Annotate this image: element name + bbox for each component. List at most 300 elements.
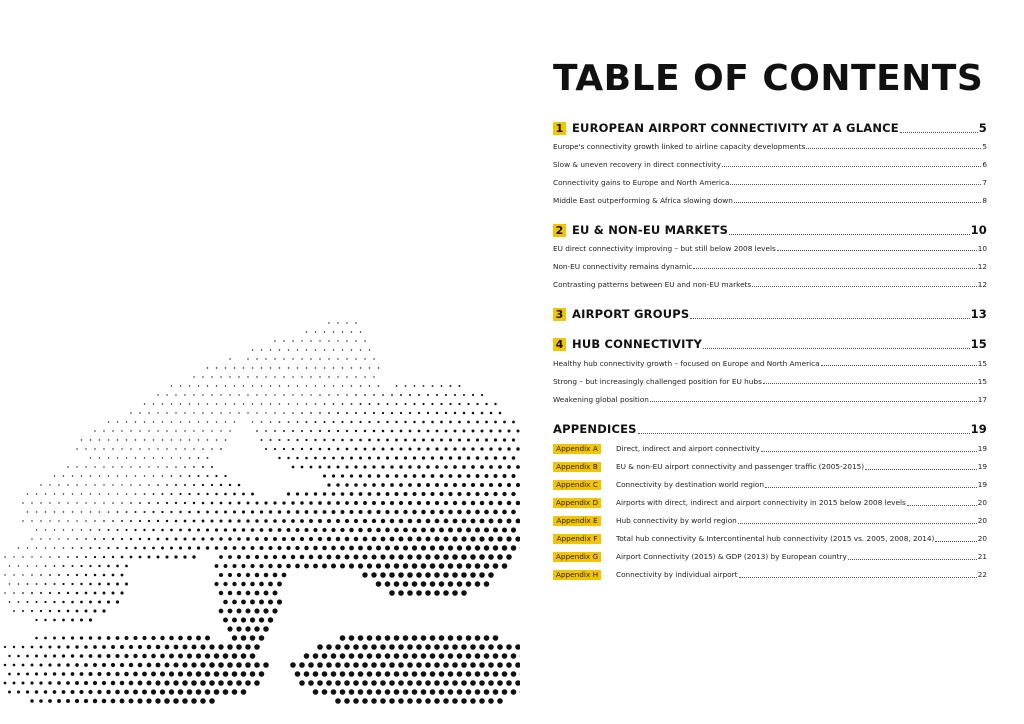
- map-dot: [250, 582, 255, 587]
- map-dot: [409, 430, 412, 433]
- map-dot: [355, 412, 357, 414]
- map-dot: [346, 340, 347, 341]
- map-dot: [225, 367, 226, 368]
- map-dot: [80, 565, 82, 567]
- map-dot: [380, 572, 386, 578]
- map-dot: [224, 493, 227, 496]
- map-dot: [130, 502, 132, 504]
- map-dot: [259, 564, 263, 568]
- map-dot: [497, 644, 503, 650]
- map-dot: [376, 528, 381, 533]
- map-dot: [40, 646, 43, 649]
- map-dot: [376, 546, 381, 551]
- map-dot: [412, 689, 418, 695]
- map-dot: [322, 653, 328, 659]
- map-dot: [62, 619, 65, 622]
- map-dot: [54, 511, 55, 512]
- map-dot: [184, 448, 185, 449]
- map-dot: [237, 519, 240, 522]
- page-number: 7: [982, 178, 987, 187]
- map-dot: [274, 412, 275, 413]
- map-dot: [399, 465, 402, 468]
- map-dot: [503, 421, 506, 424]
- map-dot: [234, 367, 235, 368]
- map-dot: [471, 519, 476, 524]
- map-dot: [418, 412, 420, 414]
- map-dot: [304, 671, 310, 677]
- dotted-europe-map-illustration: [0, 250, 520, 724]
- map-dot: [470, 536, 475, 541]
- map-dot: [80, 636, 83, 639]
- map-dot: [399, 519, 404, 524]
- map-dot: [180, 475, 182, 477]
- map-dot: [191, 698, 197, 704]
- map-dot: [484, 545, 489, 550]
- map-dot: [497, 554, 503, 560]
- map-dot: [301, 376, 302, 377]
- map-dot: [425, 698, 431, 704]
- map-dot: [362, 698, 368, 704]
- map-dot: [58, 502, 59, 503]
- map-dot: [425, 680, 431, 686]
- dot-leader: [848, 558, 977, 560]
- map-dot: [218, 644, 223, 649]
- map-dot: [215, 546, 219, 550]
- appendix-entry[interactable]: [553, 570, 987, 580]
- map-dot: [49, 520, 50, 521]
- map-dot: [301, 340, 302, 341]
- map-dot: [475, 527, 480, 532]
- map-dot: [502, 545, 508, 551]
- map-dot: [376, 563, 381, 568]
- map-dot: [71, 672, 75, 676]
- map-dot: [251, 546, 255, 550]
- map-dot: [67, 520, 68, 521]
- map-dot: [355, 376, 356, 377]
- map-dot: [390, 501, 394, 505]
- map-dot: [382, 448, 385, 451]
- map-dot: [472, 412, 475, 415]
- map-dot: [515, 662, 520, 668]
- map-dot: [183, 555, 186, 558]
- map-dot: [171, 439, 172, 440]
- map-dot: [142, 636, 146, 640]
- map-dot: [192, 555, 195, 558]
- map-dot: [80, 672, 84, 676]
- map-dot: [135, 511, 137, 513]
- toc-entry[interactable]: [553, 395, 987, 404]
- map-dot: [421, 671, 427, 677]
- toc-entry[interactable]: [553, 280, 987, 289]
- map-dot: [17, 673, 20, 676]
- map-dot: [471, 465, 475, 469]
- map-dot: [481, 394, 483, 396]
- page-number: 15: [977, 377, 987, 386]
- page-number: 19: [970, 422, 987, 436]
- appendix-tag: Appendix F: [553, 534, 601, 544]
- map-dot: [133, 654, 137, 658]
- map-dot: [76, 592, 79, 595]
- toc-entry[interactable]: [553, 160, 987, 169]
- map-dot: [31, 538, 32, 539]
- map-dot: [94, 448, 95, 449]
- map-dot: [480, 447, 483, 450]
- map-dot: [335, 662, 341, 668]
- map-dot: [245, 644, 251, 650]
- map-dot: [188, 511, 191, 514]
- map-dot: [191, 662, 196, 667]
- toc-entry[interactable]: [553, 178, 987, 187]
- map-dot: [354, 483, 358, 487]
- map-dot: [76, 448, 77, 449]
- map-dot: [317, 644, 323, 650]
- map-dot: [94, 484, 95, 485]
- map-dot: [225, 385, 226, 386]
- map-dot: [205, 635, 210, 640]
- map-dot: [102, 681, 106, 685]
- map-dot: [246, 591, 251, 596]
- map-dot: [80, 618, 83, 621]
- map-dot: [421, 563, 427, 569]
- map-dot: [202, 376, 203, 377]
- map-dot: [85, 502, 86, 503]
- map-dot: [490, 412, 493, 415]
- map-dot: [243, 367, 244, 368]
- appendix-entry[interactable]: [553, 480, 987, 490]
- section-title: EUROPEAN AIRPORT CONNECTIVITY AT A GLANCE: [572, 121, 899, 135]
- map-dot: [355, 340, 356, 341]
- map-dot: [97, 690, 101, 694]
- map-dot: [373, 430, 376, 433]
- map-dot: [67, 592, 69, 594]
- map-dot: [175, 448, 176, 449]
- map-dot: [173, 698, 179, 704]
- map-dot: [394, 671, 400, 677]
- entry-label: Total hub connectivity & Intercontinental hub connectivity (2015 vs. 2005, 2008, 2014): [616, 534, 935, 543]
- page-number: 5: [978, 121, 987, 135]
- map-dot: [326, 662, 332, 668]
- map-dot: [138, 663, 143, 668]
- map-dot: [378, 367, 379, 368]
- map-dot: [372, 501, 376, 505]
- map-dot: [394, 653, 400, 659]
- map-dot: [196, 636, 201, 641]
- toc-entry[interactable]: [553, 377, 987, 386]
- map-dot: [499, 430, 502, 433]
- map-dot: [200, 680, 206, 686]
- map-dot: [112, 520, 114, 522]
- map-dot: [498, 501, 503, 506]
- map-dot: [470, 698, 476, 704]
- map-dot: [251, 528, 255, 532]
- appendix-entry[interactable]: [553, 516, 987, 526]
- map-dot: [345, 501, 349, 505]
- map-dot: [444, 483, 448, 487]
- map-dot: [310, 466, 313, 469]
- map-dot: [390, 465, 393, 468]
- map-dot: [367, 510, 371, 514]
- map-dot: [434, 662, 440, 668]
- map-dot: [466, 563, 472, 569]
- toc-entry[interactable]: [553, 359, 987, 368]
- map-dot: [331, 689, 337, 695]
- map-dot: [389, 572, 395, 578]
- map-dot: [66, 699, 70, 703]
- map-dot: [319, 376, 320, 377]
- map-dot: [161, 511, 163, 513]
- map-dot: [166, 520, 168, 522]
- map-dot: [358, 510, 362, 514]
- map-dot: [360, 367, 361, 368]
- entry-label: Healthy hub connectivity growth – focused on Europe and North America: [553, 359, 820, 368]
- map-dot: [224, 511, 227, 514]
- map-dot: [331, 528, 335, 532]
- map-dot: [344, 644, 350, 650]
- map-dot: [318, 519, 322, 523]
- map-dot: [404, 492, 408, 496]
- map-dot: [506, 554, 512, 560]
- page-number: 20: [977, 516, 987, 525]
- map-dot: [445, 430, 448, 433]
- map-dot: [102, 699, 107, 704]
- map-dot: [175, 538, 178, 541]
- map-dot: [467, 474, 471, 478]
- map-dot: [324, 331, 325, 332]
- map-dot: [417, 501, 421, 505]
- map-dot: [389, 662, 395, 668]
- map-dot: [40, 484, 41, 485]
- map-dot: [385, 653, 391, 659]
- dot-leader: [734, 201, 981, 203]
- section-heading-3[interactable]: [553, 307, 987, 321]
- map-dot: [84, 681, 88, 685]
- map-dot: [475, 492, 479, 496]
- appendix-entry[interactable]: [553, 498, 987, 508]
- map-dot: [453, 465, 457, 469]
- map-dot: [209, 698, 215, 704]
- map-dot: [99, 457, 100, 458]
- toc-entry[interactable]: [553, 196, 987, 205]
- map-dot: [268, 582, 273, 587]
- map-dot: [243, 403, 244, 404]
- map-dot: [354, 465, 357, 468]
- map-dot: [225, 439, 227, 441]
- map-dot: [152, 529, 154, 531]
- map-dot: [245, 608, 250, 613]
- section-number-badge: 1: [553, 122, 566, 135]
- map-dot: [112, 574, 115, 577]
- map-dot: [45, 583, 47, 585]
- page-number: 10: [977, 244, 987, 253]
- map-dot: [331, 653, 337, 659]
- map-dot: [224, 564, 228, 568]
- map-dot: [63, 529, 64, 530]
- map-dot: [242, 510, 245, 513]
- map-dot: [116, 529, 118, 531]
- toc-entry[interactable]: [553, 262, 987, 271]
- map-dot: [229, 412, 230, 413]
- map-dot: [151, 654, 156, 659]
- map-dot: [81, 511, 82, 512]
- map-dot: [413, 421, 416, 424]
- map-dot: [57, 645, 60, 648]
- map-dot: [261, 367, 262, 368]
- appendix-entry[interactable]: [553, 552, 987, 562]
- map-dot: [252, 403, 253, 404]
- entry-label: Connectivity by individual airport: [616, 570, 738, 579]
- map-dot: [444, 519, 449, 524]
- map-dot: [264, 573, 269, 578]
- map-dot: [385, 671, 391, 677]
- map-dot: [90, 547, 92, 549]
- map-dot: [421, 510, 425, 514]
- map-dot: [254, 626, 259, 631]
- toc-entry[interactable]: [553, 244, 987, 253]
- map-dot: [497, 662, 503, 668]
- map-dot: [283, 430, 285, 432]
- map-dot: [421, 492, 425, 496]
- map-dot: [169, 689, 174, 694]
- map-dot: [255, 555, 259, 559]
- map-dot: [175, 502, 177, 504]
- map-dot: [99, 493, 100, 494]
- map-dot: [35, 601, 37, 603]
- map-dot: [512, 421, 515, 424]
- map-dot: [27, 493, 28, 494]
- map-dot: [430, 528, 435, 533]
- map-dot: [394, 545, 399, 550]
- map-dot: [319, 412, 321, 414]
- map-dot: [4, 556, 5, 557]
- map-dot: [98, 583, 101, 586]
- map-dot: [58, 484, 59, 485]
- toc-entry[interactable]: [553, 142, 987, 151]
- map-dot: [215, 511, 218, 514]
- map-dot: [161, 529, 164, 532]
- map-dot: [458, 403, 460, 405]
- appendix-entry[interactable]: [553, 444, 987, 454]
- map-dot: [44, 637, 47, 640]
- map-dot: [133, 636, 137, 640]
- map-dot: [224, 475, 226, 477]
- map-dot: [516, 519, 520, 524]
- map-dot: [103, 574, 106, 577]
- map-dot: [306, 421, 308, 423]
- map-dot: [273, 519, 277, 523]
- map-dot: [416, 644, 422, 650]
- map-dot: [247, 358, 248, 359]
- map-dot: [333, 385, 334, 386]
- map-dot: [425, 554, 430, 559]
- map-dot: [283, 394, 284, 395]
- map-dot: [297, 403, 298, 404]
- map-dot: [274, 448, 276, 450]
- map-dot: [26, 690, 29, 693]
- map-dot: [337, 340, 338, 341]
- map-dot: [54, 529, 55, 530]
- map-dot: [351, 331, 352, 332]
- map-dot: [416, 680, 422, 686]
- map-dot: [207, 439, 208, 440]
- map-dot: [121, 448, 122, 449]
- map-dot: [178, 689, 184, 695]
- map-dot: [503, 474, 507, 478]
- map-dot: [409, 412, 411, 414]
- map-dot: [273, 573, 278, 578]
- map-dot: [103, 430, 104, 431]
- map-dot: [292, 340, 293, 341]
- map-dot: [452, 572, 458, 578]
- map-dot: [480, 465, 484, 469]
- map-dot: [256, 394, 257, 395]
- map-dot: [187, 671, 192, 676]
- map-dot: [488, 572, 494, 578]
- map-dot: [345, 555, 350, 560]
- map-dot: [250, 600, 255, 605]
- map-dot: [26, 673, 29, 676]
- appendix-entry[interactable]: [553, 462, 987, 472]
- map-dot: [398, 698, 404, 704]
- map-dot: [71, 583, 73, 585]
- map-dot: [395, 421, 397, 423]
- map-dot: [85, 556, 87, 558]
- map-dot: [314, 457, 317, 460]
- map-dot: [180, 439, 181, 440]
- section-heading-1[interactable]: [553, 121, 987, 135]
- map-dot: [399, 447, 402, 450]
- map-dot: [135, 475, 136, 476]
- map-dot: [493, 671, 499, 677]
- map-dot: [322, 564, 327, 569]
- map-dot: [184, 412, 185, 413]
- map-dot: [416, 590, 422, 596]
- dot-leader: [761, 450, 977, 452]
- map-dot: [296, 528, 300, 532]
- map-dot: [498, 447, 501, 450]
- map-dot: [322, 528, 326, 532]
- map-dot: [317, 662, 323, 668]
- map-dot: [94, 556, 96, 558]
- appendices-heading[interactable]: [553, 422, 987, 436]
- map-dot: [81, 547, 83, 549]
- map-dot: [389, 644, 395, 650]
- map-dot: [160, 636, 164, 640]
- map-dot: [171, 403, 172, 404]
- map-dot: [117, 439, 118, 440]
- map-dot: [193, 466, 195, 468]
- map-dot: [238, 394, 239, 395]
- map-dot: [360, 349, 361, 350]
- map-dot: [48, 681, 51, 684]
- map-dot: [193, 448, 194, 449]
- map-dot: [13, 610, 15, 612]
- map-dot: [386, 403, 388, 405]
- section-heading-4[interactable]: [553, 337, 987, 351]
- map-dot: [346, 430, 348, 432]
- map-dot: [263, 626, 269, 632]
- map-dot: [427, 430, 430, 433]
- toc-title: TABLE OF CONTENTS: [553, 58, 984, 99]
- appendix-entry[interactable]: [553, 534, 987, 544]
- map-dot: [116, 565, 119, 568]
- map-dot: [314, 492, 317, 495]
- map-dot: [157, 430, 158, 431]
- section-heading-2[interactable]: [553, 223, 987, 237]
- map-dot: [238, 484, 241, 487]
- map-dot: [481, 412, 484, 415]
- map-dot: [332, 510, 336, 514]
- map-dot: [85, 448, 86, 449]
